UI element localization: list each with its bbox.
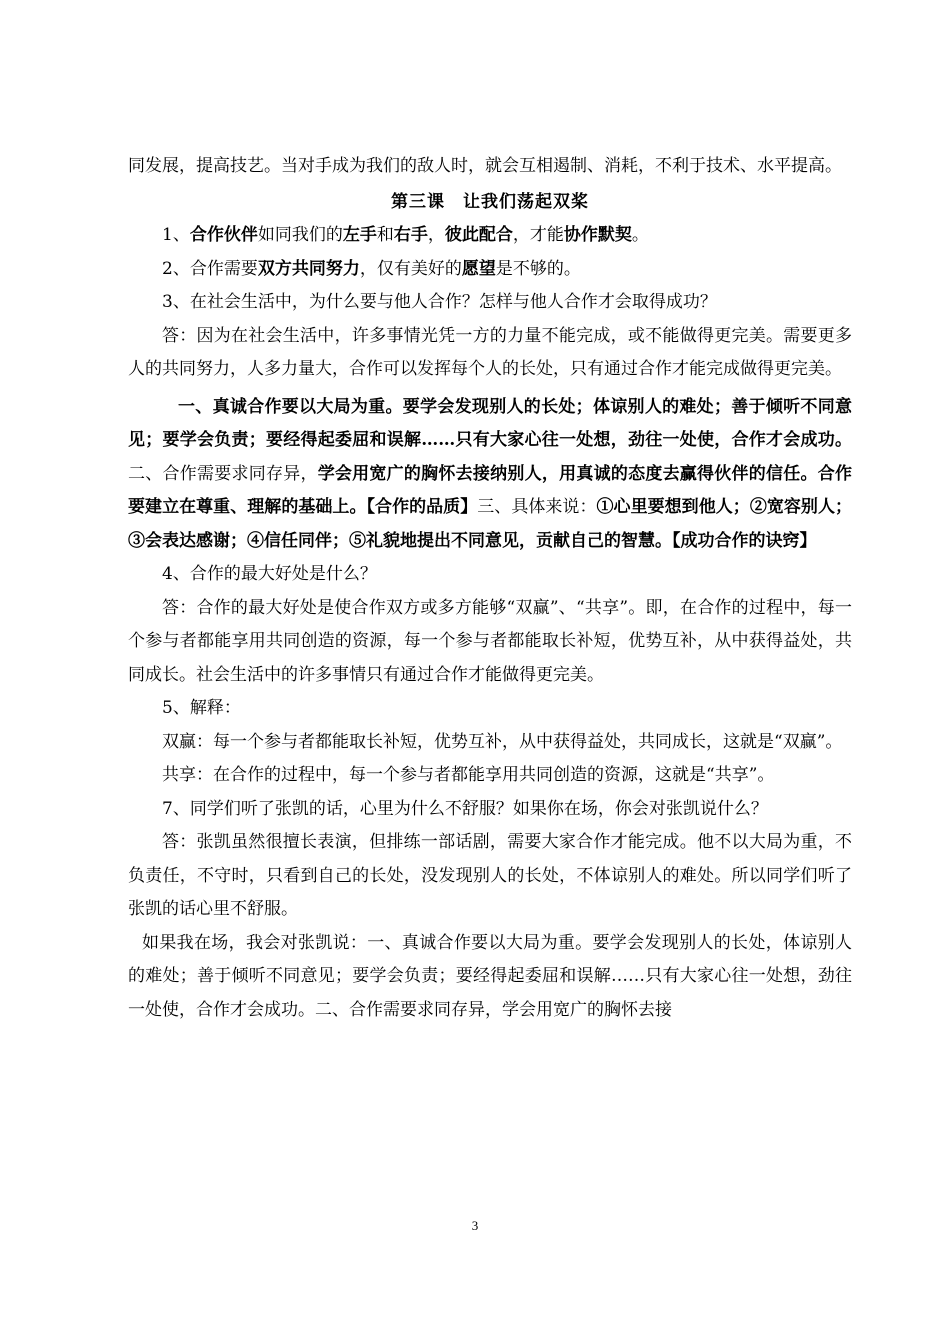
- continuation-paragraph: 同发展，提高技艺。当对手成为我们的敌人时，就会互相遏制、消耗，不利于技术、水平提高。: [128, 156, 842, 176]
- question-3: 3、在社会生活中，为什么要与他人合作？怎样与他人合作才会取得成功？: [162, 292, 717, 312]
- explanation-shuangying: 双赢：每一个参与者都能取长补短，优势互补，从中获得益处，共同成长，这就是“双赢”。: [162, 731, 843, 752]
- question-4: 4、合作的最大好处是什么？: [162, 564, 377, 584]
- answer-7-continued: 如果我在场，我会对张凯说：一、真诚合作要以大局为重。要学会发现别人的长处，体谅别人的难处；善于倾听不同意见；要学会负责；要经得起委屈和误解……只有大家心往一处想，劲往一处使，合作才会成功。二、合作需要求同存异，学会用宽广的胸怀去接: [128, 932, 852, 1020]
- answer-7: 答：张凯虽然很擅长表演，但排练一部话剧，需要大家合作才能完成。他不以大局为重，不负责任，不守时，只看到自己的长处，没发现别人的长处，不体谅别人的难处。所以同学们听了张凯的话心里不舒服。: [128, 832, 852, 919]
- answer-4: 答：合作的最大好处是使合作双方或多方能够“双赢”、“共享”。即，在合作的过程中，每一个参与者都能享用共同创造的资源，每一个参与者都能取长补短，优势互补，从中获得益处，共同成长。社会生活中的许多事情只有通过合作才能做得更完美。: [128, 597, 852, 685]
- answer-3: 答：因为在社会生活中，许多事情光凭一方的力量不能完成，或不能做得更完美。需要更多人的共同努力，人多力量大，合作可以发挥每个人的长处，只有通过合作才能完成做得更完美。: [128, 325, 852, 379]
- document-page: [128, 150, 852, 1027]
- question-7: 7、同学们听了张凯的话，心里为什么不舒服？如果你在场，你会对张凯说什么？: [162, 798, 768, 819]
- page-number: 3: [471, 1218, 479, 1233]
- point-2: 2、合作需要双方共同努力，仅有美好的愿望是不够的。: [162, 258, 581, 279]
- explanation-heading: 5、解释：: [162, 698, 241, 718]
- bold-summary-paragraph: 一、真诚合作要以大局为重。要学会发现别人的长处；体谅别人的难处；善于倾听不同意见；要学会负责；要经得起委屈和误解……只有大家心往一处想，劲往一处使，合作才会成功。二、合作需要求同存异，学会用宽广的胸怀去接纳别人，用真诚的态度去赢得伙伴的信任。合作要建立在尊重、理解的基础上。【合作的品质】三、具体来说：①心里要想到他人；②宽容别人；③会表达感谢；④信任同伴；⑤礼貌地提出不同意见，贡献自己的智慧。【成功合作的诀窍】: [128, 396, 853, 551]
- explanation-gongxiang: 共享：在合作的过程中，每一个参与者都能享用共同创造的资源，这就是“共享”。: [162, 765, 775, 785]
- lesson-title: 第三课 让我们荡起双桨: [391, 191, 589, 212]
- point-1: 1、合作伙伴如同我们的左手和右手，彼此配合，才能协作默契。: [162, 225, 649, 245]
